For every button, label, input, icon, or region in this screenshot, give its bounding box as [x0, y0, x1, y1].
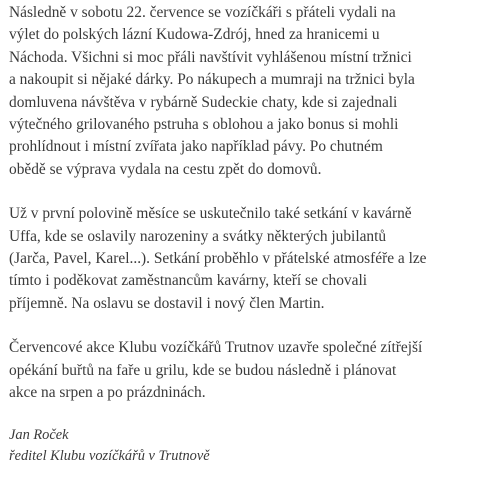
signature-name: Jan Roček [9, 426, 69, 443]
paragraph-trip [9, 2, 479, 181]
text-line: opékání buřtů na faře u grilu, kde se budou následně i plánovat [9, 361, 397, 379]
text-line: příjemně. Na oslavu se dostavil i nový člen Martin. [9, 294, 325, 312]
text-line: prohlídnout i místní zvířata jako například pávy. Po chutném [9, 138, 383, 156]
text-line: výtečného grilovaného pstruha s oblohou a jako bonus si mohli [9, 116, 399, 134]
text-line: tímto i poděkovat zaměstnancům kavárny, kteří se chovali [9, 272, 368, 290]
text-line: akce na srpen a po prázdninách. [9, 384, 206, 402]
text-line: obědě se výprava vydala na cestu zpět do domovů. [9, 160, 322, 178]
article-body [9, 2, 479, 467]
paragraph-spacer [9, 315, 479, 337]
signature-block [9, 425, 479, 467]
text-line: Červencové akce Klubu vozíčkářů Trutnov uzavře společné zítřejší [9, 339, 423, 357]
text-line: Uffa, kde se oslavily narozeniny a svátky některých jubilantů [9, 227, 387, 245]
text-line: Následně v sobotu 22. července se vozíčkáři s přáteli vydali na [9, 4, 396, 21]
text-line: domluvena návštěva v rybárně Sudeckie chaty, kde si zajednali [9, 93, 398, 111]
paragraph-closing-event [9, 337, 479, 404]
text-line: a nakoupit si nějaké dárky. Po nákupech a mumraji na tržnici byla [9, 71, 415, 89]
paragraph-spacer [9, 405, 479, 425]
signature-role: ředitel Klubu vozíčkářů v Trutnově [9, 447, 210, 464]
text-line: Už v první polovině měsíce se uskutečnilo také setkání v kavárně [9, 205, 412, 223]
paragraph-cafe-meeting [9, 203, 479, 315]
text-line: (Jarča, Pavel, Karel...). Setkání proběhlo v přátelské atmosféře a lze [9, 250, 427, 268]
paragraph-spacer [9, 181, 479, 203]
text-line: Náchoda. Všichni si moc přáli navštívit vyhlášenou místní tržnici [9, 48, 412, 66]
text-line: výlet do polských lázní Kudowa-Zdrój, hned za hranicemi u [9, 26, 380, 44]
